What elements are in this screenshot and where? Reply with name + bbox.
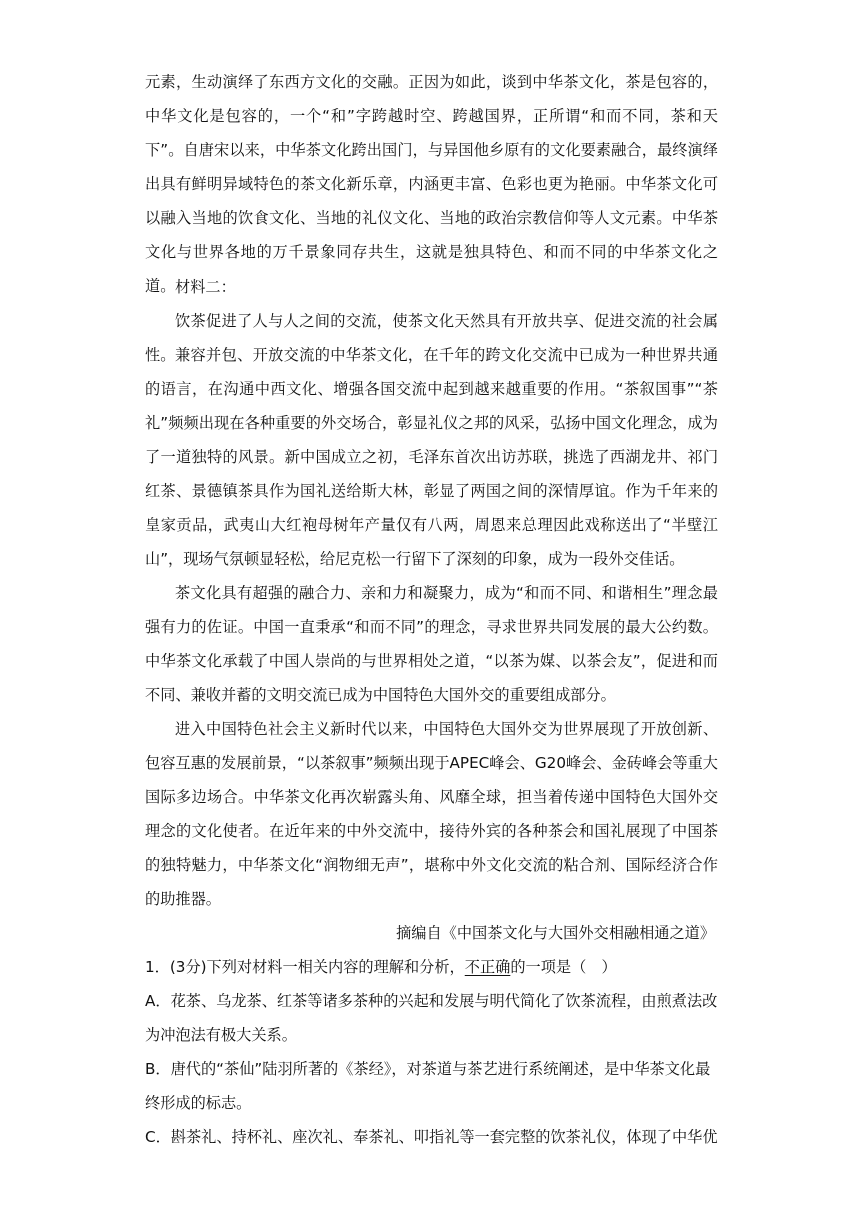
question-stem-underlined: 不正确 xyxy=(464,958,511,976)
paragraph-harmony: 茶文化具有超强的融合力、亲和力和凝聚力，成为“和而不同、和谐相生”理念最强有力的佐证。中国一直秉承“和而不同”的理念，寻求世界共同发展的最大公约数。中华茶文化承载了中国人崇尚的与世界相处之道，“以茶为媒、以茶会友”，促进和而不同、兼收并蓄的文明交流已成为中国特色大国外交的重要组成部分。 xyxy=(145,584,718,704)
question-stem xyxy=(145,950,718,984)
option-b: B．唐代的“茶仙”陆羽所著的《茶经》，对茶道与茶艺进行系统阐述，是中华茶文化最终形成的标志。 xyxy=(145,1060,711,1112)
question-stem-before: 1．(3分)下列对材料一相关内容的理解和分析， xyxy=(145,958,465,976)
option-c: C．斟茶礼、持杯礼、座次礼、奉茶礼、叩指礼等一套完整的饮茶礼仪，体现了中华优 xyxy=(145,1128,718,1146)
paragraph-tea-exchange: 饮茶促进了人与人之间的交流，使茶文化天然具有开放共享、促进交流的社会属性。 xyxy=(145,312,718,364)
question-stem-after: 的一项是（ ） xyxy=(510,958,617,976)
paragraph-continuation: 元素，生动演绎了东西方文化的交融。正因为如此，谈到中华茶文化，茶是包容的，中华文化是包容的，一个“和”字跨越时空、跨越国界，正所谓“和而不同，茶和天下”。自唐宋以来，中华茶文化跨出国门，与异国他乡原有的文化要素融合，最终演绎出具有鲜明异域特色的茶文化新乐章，内涵更丰富、色彩也更为艳丽。中华茶文化可以融入当地的饮食文化、当地的礼仪文化、当地的政治宗教信仰等人文元素。中华茶文化与世界各地的万千景象同存共生，这就是独具特色、和而不同的中华茶文化之道。 xyxy=(145,73,718,295)
material-two-heading: 材料二： xyxy=(175,278,236,296)
source-citation: 摘编自《中国茶文化与大国外交相融相通之道》 xyxy=(396,924,715,942)
option-a: A．花茶、乌龙茶、红茶等诸多茶种的兴起和发展与明代简化了饮茶流程，由煎煮法改为冲泡法有极大关系。 xyxy=(145,992,718,1044)
paragraph-new-era: 进入中国特色社会主义新时代以来，中国特色大国外交为世界展现了开放创新、包容互惠的发展前景，“以茶叙事”频频出现于APEC峰会、G20峰会、金砖峰会等重大国际多边场合。中华茶文化再次崭露头角、风靡全球，担当着传递中国特色大国外交理念的文化使者。在近年来的中外交流中，接待外宾的各种茶会和国礼展现了中国茶的独特魅力，中华茶文化“润物细无声”，堪称中外文化交流的粘合剂、国际经济合作的助推器。 xyxy=(145,720,718,908)
paragraph-diplomacy: 兼容并包、开放交流的中华茶文化，在千年的跨文化交流中已成为一种世界共通的语言，在沟通中西文化、增强各国交流中起到越来越重要的作用。“茶叙国事”“茶礼”频频出现在各种重要的外交场合，彰显礼仪之邦的风采，弘扬中国文化理念，成为了一道独特的风景。新中国成立之初，毛泽东首次出访苏联，挑选了西湖龙井、祁门红茶、景德镇茶具作为国礼送给斯大林，彰显了两国之间的深情厚谊。作为千年来的皇家贡品，武夷山大红袍母树年产量仅有八两，周恩来总理因此戏称送出了“半壁江山”，现场气氛顿显轻松，给尼克松一行留下了深刻的印象，成为一段外交佳话。 xyxy=(145,346,718,568)
